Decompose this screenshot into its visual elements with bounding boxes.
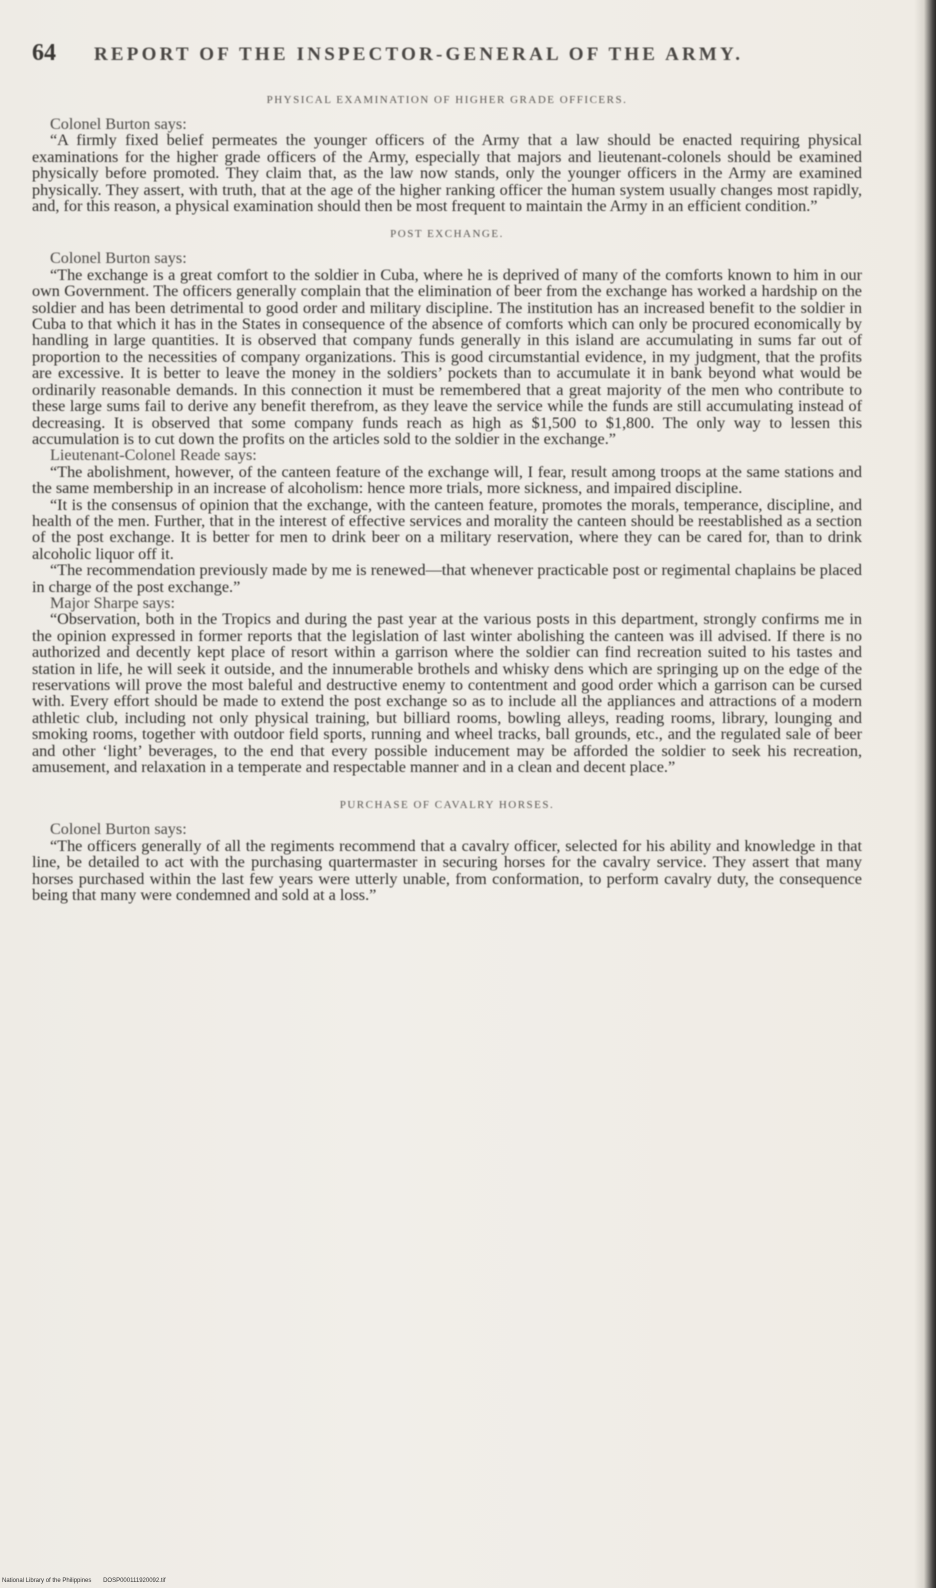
speaker-line: Colonel Burton says: bbox=[50, 115, 187, 133]
quote-paragraph: “The exchange is a great comfort to the soldier in Cuba, where he is deprived of many of the comforts known to him in our own Government. The officers generally complain that the elimination of beer from the exchange has worked a hardship on the soldier and has been detrimental to good order and military discipline. The institution has an increased benefit to the soldier in Cuba to that which it has in the States in consequence of the absence of comforts which can only be procured economically by handling in large quantities. It is observed that company funds generally in this island are accumulating in sums far out of proportion to the necessities of company organizations. This is good circumstantial evidence, in my judgment, that the profits are excessive. It is better to leave the money in the soldiers’ pockets than to accumulate it in bank beyond what would be ordinarily reasonable demands. In this connection it must be remembered that a great majority of the men who contribute to these large sums fail to derive any benefit therefrom, as they leave the service while the funds are still accumulating instead of decreasing. It is observed that some company funds reach as high as $1,500 to $1,800. The only way to lessen this accumulation is to cut down the profits on the articles sold to the soldier in the exchange.” bbox=[32, 265, 862, 448]
page-header bbox=[32, 40, 862, 80]
speaker-line: Colonel Burton says: bbox=[50, 249, 187, 268]
running-head: REPORT OF THE INSPECTOR-GENERAL OF THE ARMY. bbox=[94, 44, 744, 65]
page-number: 64 bbox=[32, 40, 56, 66]
speaker-line: Major Sharpe says: bbox=[50, 593, 175, 612]
footer-library: National Library of the Philippines bbox=[2, 1578, 92, 1584]
section-title: POST EXCHANGE. bbox=[390, 228, 504, 241]
scan-footer bbox=[2, 1578, 176, 1584]
section-physical-examination bbox=[32, 94, 862, 214]
quote-paragraph: “The abolishment, however, of the canteen feature of the exchange will, I fear, result among troops at the same stations and the same membership in an increase of alcoholism: hence more trials, more sickness, and impaired discipline. bbox=[32, 462, 862, 498]
quote-paragraph: “It is the consensus of opinion that the exchange, with the canteen feature, promotes the morals, temperance, discipline, and health of the men. Further, that in the interest of effective services and morality the canteen should be reestablished as a section of the post exchange. It is better for men to drink beer on a military reservation, where they can be cared for, than to drink alcoholic liquor off it. bbox=[32, 495, 862, 563]
section-post-exchange bbox=[32, 228, 862, 775]
section-title: PURCHASE OF CAVALRY HORSES. bbox=[339, 799, 555, 812]
spacer bbox=[32, 775, 862, 785]
speaker-line: Colonel Burton says: bbox=[50, 820, 187, 839]
speaker-line: Lieutenant-Colonel Reade says: bbox=[50, 446, 257, 465]
quote-paragraph: “Observation, both in the Tropics and during the past year at the various posts in this department, strongly confirms me in the opinion expressed in former reports that the legislation of last winter abolishing the canteen was ill advised. If there is no authorized and decently kept place of resort within a garrison where the soldier can find recreation suited to his tastes and station in life, he will seek it outside, and the innumerable brothels and whisky dens which are springing up on the edge of the reservations will prove the most baleful and destructive enemy to contentment and good order which a garrison can be cursed with. Every effort should be made to extend the post exchange so as to include all the appliances and attractions of a modern athletic club, including not only physical training, but billiard rooms, bowling alleys, reading rooms, library, lounging and smoking rooms, together with outdoor field sports, running and wheel tracks, ball grounds, etc., and the regulated sale of beer and other ‘light’ beverages, to the end that every possible inducement may be afforded the soldier to seek his recreation, amusement, and relaxation in a temperate and respectable manner and in a clean and decent place.” bbox=[32, 610, 862, 777]
quote-paragraph: “The recommendation previously made by me is renewed—that whenever practicable post or regimental chaplains be placed in charge of the post exchange.” bbox=[32, 561, 862, 596]
page-binding-edge bbox=[914, 0, 936, 1588]
quote-paragraph: “A firmly fixed belief permeates the younger officers of the Army that a law should be enacted requiring physical examinations for the higher grade officers of the Army, especially that majors and lieutenant-colonels should be examined physically before promoted. They claim that, as the law now stands, only the younger officers in the Army are examined physically. They assert, with truth, that at the age of the higher ranking officer the human system usually changes most rapidly, and, for this reason, a physical examination should then be most frequent to maintain the Army in an efficient condition.” bbox=[32, 131, 862, 216]
footer-id: DOSP000111920092.tif bbox=[103, 1578, 166, 1584]
section-cavalry-horses bbox=[32, 799, 862, 903]
quote-paragraph: “The officers generally of all the regiments recommend that a cavalry officer, selected for his ability and knowledge in that line, be detailed to act with the purchasing quartermaster in securing horses for the cavalry service. They assert that many horses purchased within the last few years were utterly unable, from conformation, to perform cavalry duty, the consequence being that many were condemned and sold at a loss.” bbox=[32, 836, 862, 905]
page-content bbox=[32, 40, 862, 903]
section-title: PHYSICAL EXAMINATION OF HIGHER GRADE OFFICERS. bbox=[266, 94, 628, 106]
